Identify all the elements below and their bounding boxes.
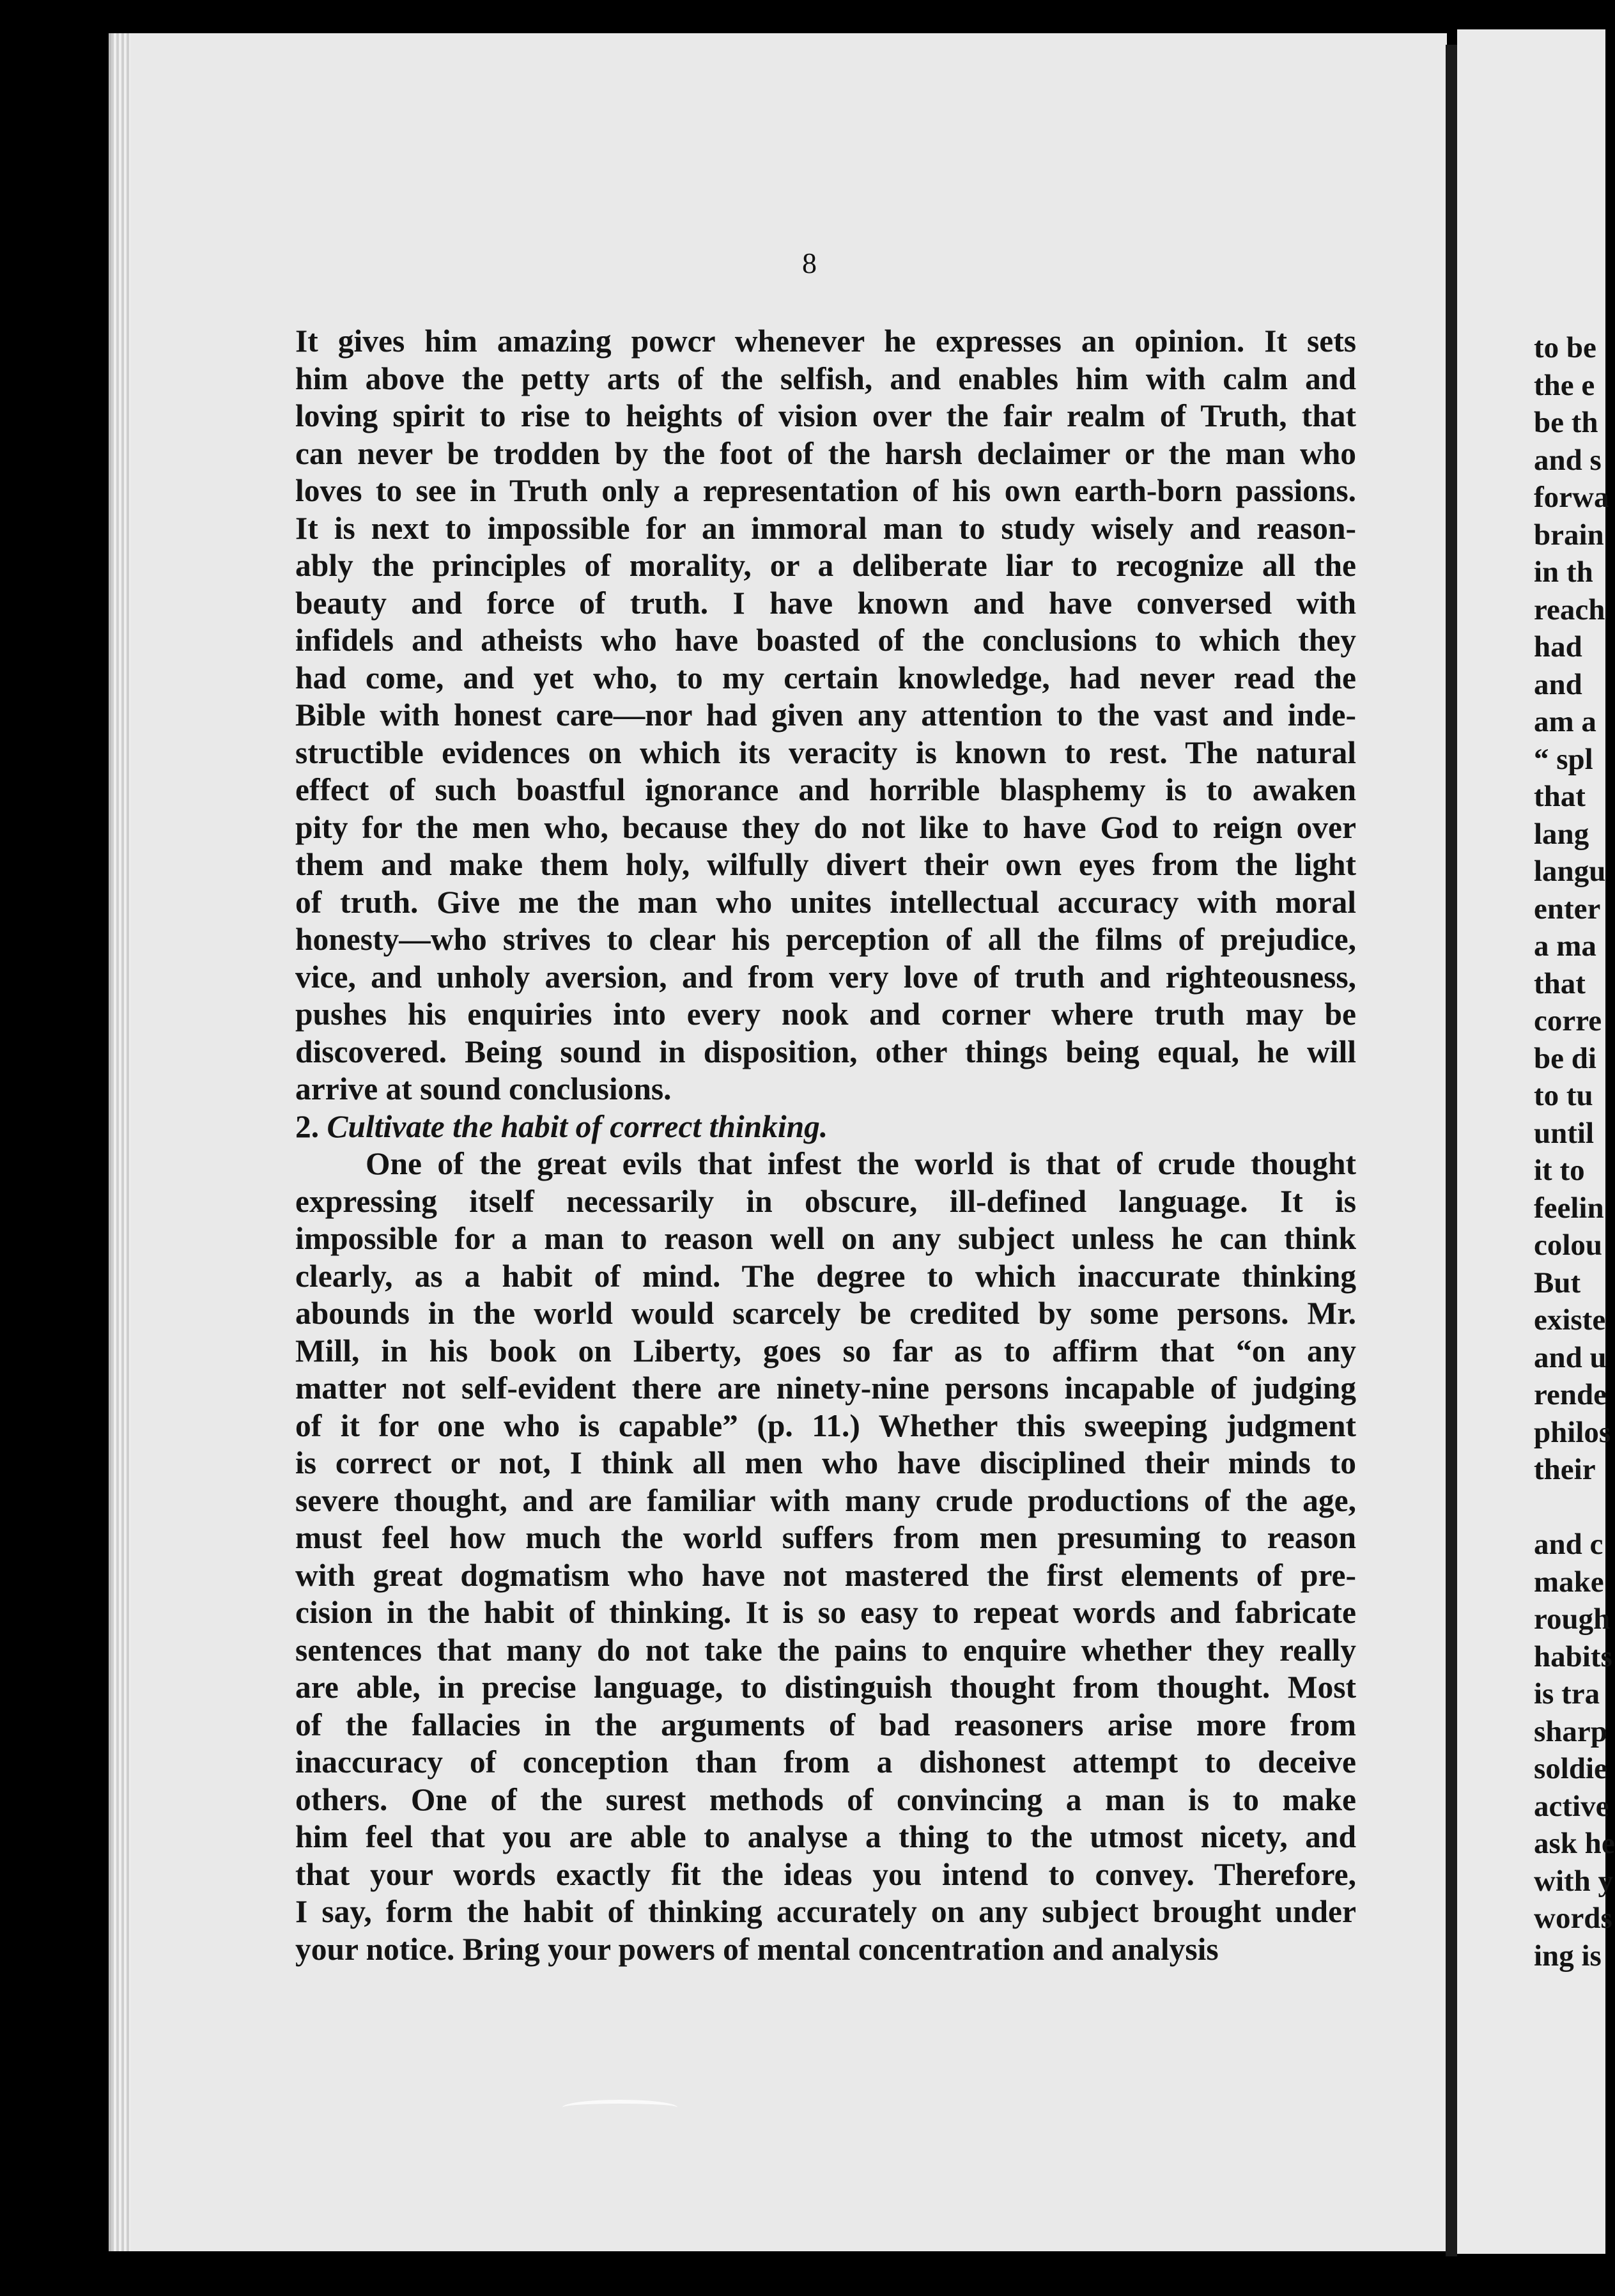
text-line: matter not self-evident there are ninety-nine persons incapable of judging	[295, 1370, 1356, 1406]
text-line: others. One of the surest methods of convincing a man is to make	[295, 1781, 1356, 1817]
text-line: discovered. Being sound in disposition, other things being equal, he will	[295, 1034, 1356, 1069]
scan-scratch-mark	[562, 2100, 677, 2115]
text-line: sentences that many do not take the pains to enquire whether they really	[295, 1632, 1356, 1668]
right-page-line: and u	[1534, 1340, 1607, 1374]
right-page-line: enter	[1534, 892, 1601, 926]
text-line: must feel how much the world suffers from men presuming to reason	[295, 1520, 1356, 1555]
text-line: impossible for a man to reason well on any subject unless he can think	[295, 1221, 1356, 1256]
right-page-line: be di	[1534, 1041, 1596, 1075]
right-page-line: corre	[1534, 1004, 1602, 1037]
right-page-line: to be	[1534, 331, 1596, 364]
heading-number: 2.	[295, 1108, 320, 1144]
right-page-line: forwa	[1534, 481, 1609, 514]
text-line: of it for one who is capable” (p. 11.) Whether this sweeping judgment	[295, 1408, 1356, 1443]
left-page-text	[295, 323, 1356, 1968]
text-line: that your words exactly fit the ideas you intend to convey. Therefore,	[295, 1856, 1356, 1892]
paragraph-2	[295, 1145, 1356, 1968]
text-line: honesty—who strives to clear his perception of all the films of prejudice,	[295, 922, 1356, 957]
page-number: 8	[802, 247, 817, 279]
right-page-line: rende	[1534, 1378, 1607, 1411]
text-line: severe thought, and are familiar with many crude productions of the age,	[295, 1482, 1356, 1518]
right-page-line: until	[1534, 1116, 1595, 1150]
right-page-line: a ma	[1534, 929, 1596, 963]
right-page-line: the e	[1534, 368, 1595, 402]
text-line: Mill, in his book on Liberty, goes so far as to affirm that “on any	[295, 1333, 1356, 1369]
text-line: structible evidences on which its veracity is known to rest. The natural	[295, 734, 1356, 770]
text-line: expressing itself necessarily in obscure, ill-defined language. It is	[295, 1183, 1356, 1219]
text-line: One of the great evils that infest the world is that of crude thought	[366, 1146, 1356, 1181]
heading-text: Cultivate the habit of correct thinking.	[327, 1108, 828, 1144]
right-page-line: in th	[1534, 555, 1593, 589]
right-page-line: langu	[1534, 855, 1606, 888]
right-page-line: ask he	[1534, 1827, 1615, 1860]
right-page-line: is tra	[1534, 1677, 1600, 1710]
right-page-line: philos	[1534, 1415, 1611, 1449]
text-line: them and make them holy, wilfully divert their own eyes from the light	[295, 847, 1356, 882]
right-page-line: feelin	[1534, 1191, 1604, 1225]
text-line: are able, in precise language, to distinguish thought from thought. Most	[295, 1670, 1356, 1705]
right-page-line: ing is	[1534, 1939, 1602, 1973]
section-heading	[295, 1108, 1356, 1146]
right-page-line: and c	[1534, 1528, 1603, 1561]
text-line: loving spirit to rise to heights of vision over the fair realm of Truth, that	[295, 398, 1356, 433]
text-line: pity for the men who, because they do not like to have God to reign over	[295, 809, 1356, 845]
text-line: is correct or not, I think all men who have disciplined their minds to	[295, 1445, 1356, 1480]
right-page-line	[1534, 1489, 1615, 1526]
right-page-line: and s	[1534, 443, 1602, 477]
right-page-line: brain	[1534, 518, 1604, 552]
right-page-line: that	[1534, 780, 1586, 813]
text-line: It is next to impossible for an immoral man to study wisely and reason-	[295, 510, 1356, 546]
text-line: of truth. Give me the man who unites intellectual accuracy with moral	[295, 884, 1356, 920]
right-page-line: words	[1534, 1902, 1612, 1935]
right-page-line: soldie	[1534, 1752, 1607, 1785]
text-line: of the fallacies in the arguments of bad reasoners arise more from	[295, 1707, 1356, 1742]
text-line: had come, and yet who, to my certain knowledge, had never read the	[295, 660, 1356, 695]
paragraph-1	[295, 323, 1356, 1108]
text-line: Bible with honest care—nor had given any attention to the vast and inde-	[295, 697, 1356, 733]
text-line: It gives him amazing powcr whenever he expresses an opinion. It sets	[295, 323, 1356, 359]
right-page-line: active	[1534, 1789, 1609, 1823]
text-line: cision in the habit of thinking. It is so easy to repeat words and fabricate	[295, 1595, 1356, 1630]
right-page-line: their	[1534, 1453, 1596, 1486]
page-gutter	[1446, 45, 1457, 2256]
text-line: I say, form the habit of thinking accurately on any subject brought under	[295, 1894, 1356, 1929]
right-page-line: lang	[1534, 817, 1589, 851]
right-page-line: reach	[1534, 593, 1605, 626]
right-page-line: But	[1534, 1266, 1581, 1299]
text-line: loves to see in Truth only a representation of his own earth-born passions.	[295, 473, 1356, 508]
text-line: with great dogmatism who have not mastered the first elements of pre-	[295, 1557, 1356, 1593]
right-page-line: sharp	[1534, 1714, 1607, 1748]
right-page-line: that	[1534, 966, 1586, 1000]
right-page-line: habits	[1534, 1640, 1612, 1673]
text-line: effect of such boastful ignorance and horrible blasphemy is to awaken	[295, 772, 1356, 807]
right-page-line: rough	[1534, 1602, 1611, 1636]
text-line: him feel that you are able to analyse a thing to the utmost nicety, and	[295, 1819, 1356, 1854]
text-line: infidels and atheists who have boasted of the conclusions to which they	[295, 623, 1356, 658]
right-page-line: had	[1534, 630, 1582, 663]
text-line: abounds in the world would scarcely be credited by some persons. Mr.	[295, 1296, 1356, 1331]
text-line: arrive at sound conclusions.	[295, 1071, 672, 1106]
right-page-line: with y	[1534, 1864, 1614, 1898]
right-page-fragments	[1534, 329, 1615, 1974]
text-line: pushes his enquiries into every nook and corner where truth may be	[295, 997, 1356, 1032]
right-page-line: make	[1534, 1565, 1604, 1599]
text-line: can never be trodden by the foot of the harsh declaimer or the man who	[295, 435, 1356, 471]
right-page-line: it to	[1534, 1154, 1585, 1187]
right-page-line: am a	[1534, 705, 1596, 738]
text-line: inaccuracy of conception than from a dishonest attempt to deceive	[295, 1744, 1356, 1780]
right-page-line: be th	[1534, 406, 1598, 439]
text-line: vice, and unholy aversion, and from very love of truth and righteousness,	[295, 959, 1356, 995]
text-line: clearly, as a habit of mind. The degree to which inaccurate thinking	[295, 1258, 1356, 1294]
right-page-line: to tu	[1534, 1079, 1593, 1112]
right-page-line: existe	[1534, 1303, 1606, 1337]
right-page-line: “ spl	[1534, 742, 1593, 776]
text-line: beauty and force of truth. I have known and have conversed with	[295, 585, 1356, 621]
text-line: your notice. Bring your powers of mental concentration and analysis	[295, 1931, 1219, 1967]
text-line: ably the principles of morality, or a deliberate liar to recognize all the	[295, 548, 1356, 583]
text-line: him above the petty arts of the selfish, and enables him with calm and	[295, 361, 1356, 396]
right-page-line: colou	[1534, 1229, 1603, 1262]
right-page-line: and	[1534, 667, 1582, 701]
